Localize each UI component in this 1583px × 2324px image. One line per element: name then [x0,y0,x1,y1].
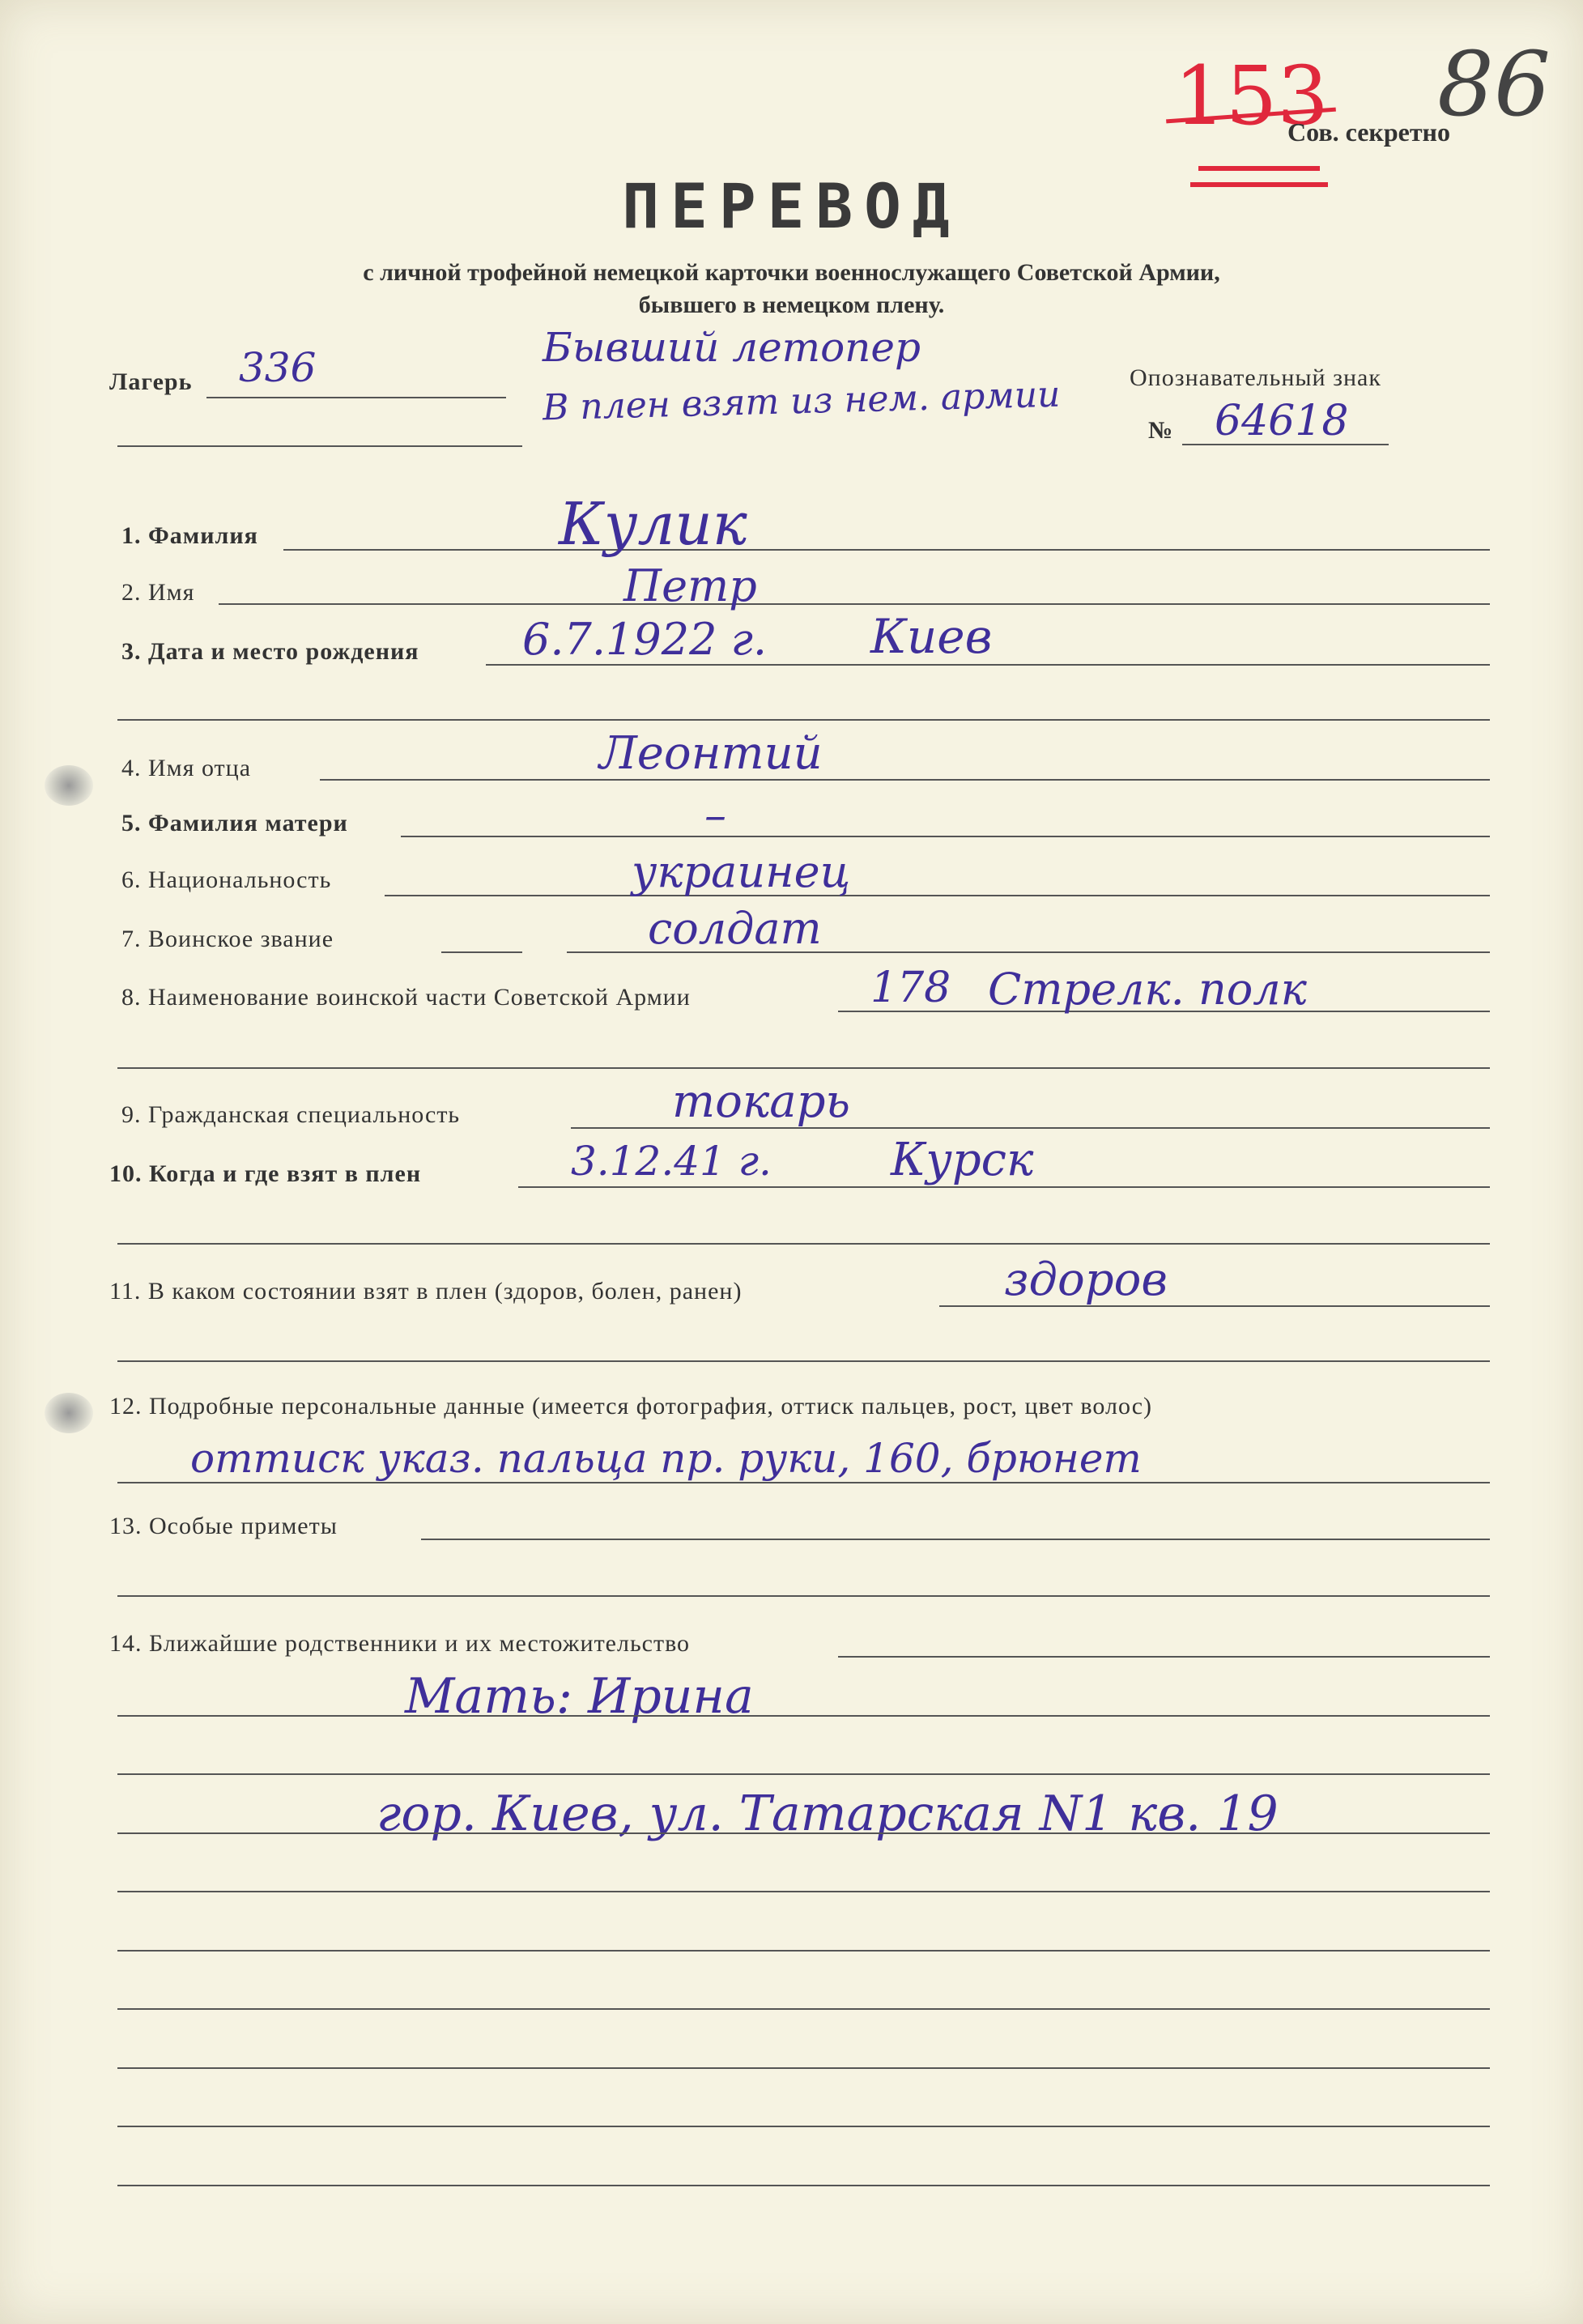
field-condition-value: здоров [1004,1254,1168,1306]
field-relatives-line [838,1656,1490,1658]
field-capture-place: Курск [891,1134,1034,1186]
red-archive-number: 153 [1174,49,1329,143]
field-surname-label: 1. Фамилия [121,522,258,549]
field-personal-label: 12. Подробные персональные данные (имеется фотография, оттиск пальцев, рост, цвет волос) [109,1393,1152,1420]
document-subtitle-line2: бывшего в немецком плену. [638,292,945,318]
camp-line [206,397,506,398]
field-relatives-label: 14. Ближайшие родственники и их местожительство [109,1630,691,1657]
camp-note-line1: Бывший летопер [543,324,921,371]
field-relatives-value-line2: гор. Киев, ул. Татарская N1 кв. 19 [377,1786,1279,1842]
ruled-line [117,1891,1490,1892]
field-birth-extra-line [117,719,1490,721]
ruled-line [117,1832,1490,1834]
field-condition-label: 11. В каком состоянии взят в плен (здоров, болен, ранен) [109,1278,743,1305]
field-surname-line [283,549,1490,551]
field-personal-line [117,1482,1490,1483]
pencil-archive-number: 86 [1437,32,1551,136]
ruled-line [117,2008,1490,2010]
camp-value: 336 [239,344,317,391]
field-birth-place: Киев [870,609,993,664]
field-condition-extra-line [117,1360,1490,1362]
field-capture-date: 3.12.41 г. [571,1138,772,1185]
camp-label: Лагерь [109,368,193,395]
field-father-value: Леонтий [599,727,823,780]
field-father-line [320,779,1490,781]
ruled-line [117,1715,1490,1717]
field-mother-value: – [704,790,726,841]
ruled-line [117,2067,1490,2069]
ruled-line [117,2126,1490,2127]
camp-extra-line [117,445,522,447]
ruled-line [117,1950,1490,1952]
field-surname-value: Кулик [559,490,747,558]
field-nationality-label: 6. Национальность [121,866,332,893]
field-name-label: 2. Имя [121,579,195,606]
field-marks-extra-line [117,1595,1490,1597]
field-name-line [219,603,1490,605]
tag-label: Опознавательный знак [1130,364,1381,391]
secrecy-mark: Сов. секретно [1287,117,1450,147]
field-name-value: Петр [623,560,757,611]
field-mother-line [401,836,1490,837]
tag-value: 64618 [1215,397,1349,445]
field-profession-label: 9. Гражданская специальность [121,1101,461,1128]
ruled-line [117,2185,1490,2186]
field-capture-label: 10. Когда и где взят в плен [109,1160,422,1187]
field-marks-label: 13. Особые приметы [109,1513,338,1539]
field-rank-line-short [441,951,522,953]
field-father-label: 4. Имя отца [121,755,252,781]
punch-hole-icon [45,765,93,806]
field-unit-label: 8. Наименование воинской части Советской Армии [121,984,691,1011]
field-profession-value: токарь [672,1075,850,1128]
field-capture-line [518,1186,1490,1188]
field-capture-extra-line [117,1243,1490,1245]
field-relatives-value-line1: Мать: Ирина [405,1668,754,1725]
field-unit-extra-line [117,1067,1490,1069]
camp-note-line2: В плен взят из нем. армии [542,373,1062,429]
field-mother-label: 5. Фамилия матери [121,810,348,836]
field-nationality-line [385,895,1490,896]
field-marks-line [421,1539,1490,1540]
ruled-line [117,1773,1490,1775]
field-unit-number: 178 [870,964,951,1012]
field-rank-label: 7. Воинское звание [121,926,334,952]
field-birth-label: 3. Дата и место рождения [121,638,419,665]
field-rank-value: солдат [648,903,822,954]
tag-no-label: № [1148,417,1174,444]
field-unit-name: Стрелк. полк [988,964,1307,1015]
field-birth-date: 6.7.1922 г. [522,614,768,665]
document-title: ПЕРЕВОД [622,170,961,242]
field-nationality-value: украинец [632,846,851,897]
field-personal-value: оттиск указ. пальца пр. руки, 160, брюнет [190,1435,1142,1482]
punch-hole-icon [45,1393,93,1433]
document-subtitle-line1: с личной трофейной немецкой карточки военнослужащего Советской Армии, [363,259,1220,286]
